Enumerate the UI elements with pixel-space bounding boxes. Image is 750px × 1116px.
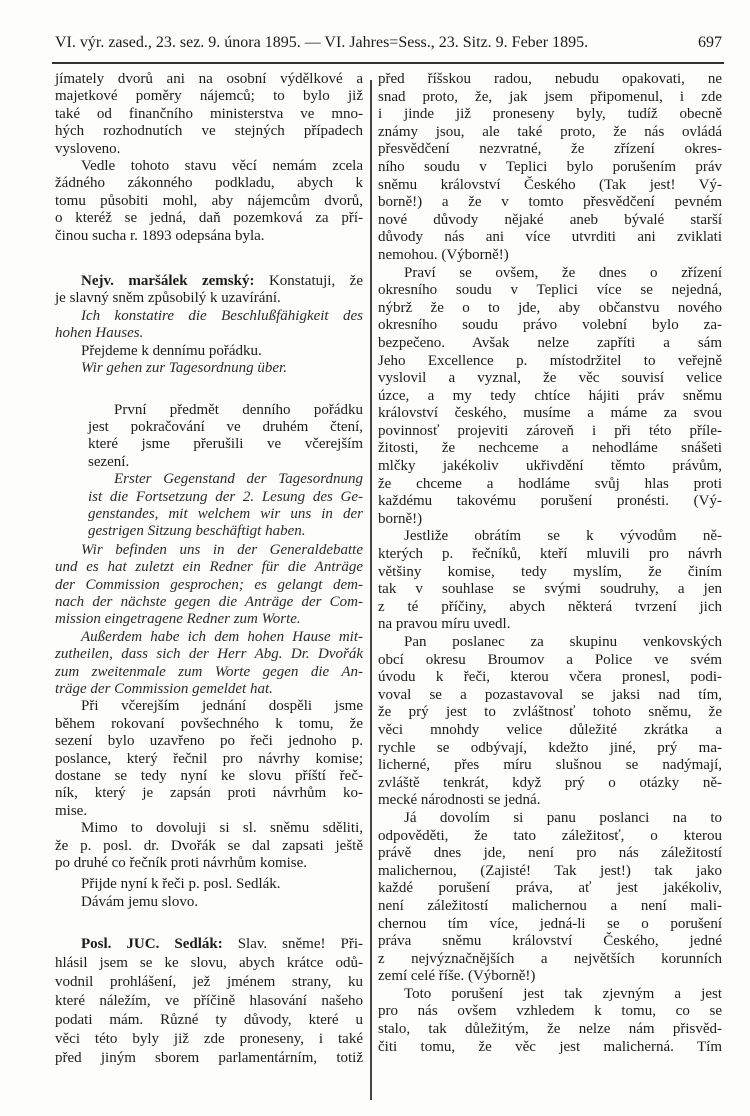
line-text: zum zweitenmale zum Worte gegen die An- [55,663,363,680]
text-line [378,546,722,564]
left-column [55,71,363,1068]
line-text: Vedle tohoto stavu věcí nemám zcela [81,158,363,175]
line-text: okresního soudu v Teplici více se nejedná, [378,282,722,299]
paragraph [378,634,722,810]
line-text: genstandes, mit welchem wir uns in der [88,505,363,522]
line-text: že prý jest to zvláštnosť tohoto sněmu, že [378,704,722,721]
line-text: Ich konstatire die Beschlußfähigkeit des [81,307,363,324]
text-line [378,634,722,652]
line-text: Wir befinden uns in der Generaldebatte [81,541,363,558]
text-line [55,629,363,646]
line-text: Já dovolím si panu poslanci na to [404,809,722,826]
line-text: právě dnes jde, není pro nás záležitostí [378,845,722,862]
text-block [378,71,722,1056]
line-text: známy jsou, ale také proto, že nás ovládá [378,123,722,140]
line-text: snad proto, že, jak jsem připomenul, i zde [378,88,722,105]
text-line [55,733,363,750]
text-block [55,876,363,911]
line-text: Praví se ovšem, že dnes o zřízení [404,264,722,281]
line-text: ist die Fortsetzung der 2. Lesung des Ge- [88,488,363,505]
line-text: hých rozhodnutích ve stejných případech [55,123,363,140]
line-text: zemí celé říše. (Výborně!) [378,968,536,985]
text-line [55,594,363,611]
line-text: zutheilen, dass sich der Herr Abg. Dr. Dvořák [55,646,363,663]
text-line [378,880,722,898]
text-line [378,106,722,124]
text-line [378,968,722,986]
text-line [378,792,722,810]
paragraph [55,629,363,699]
text-line [88,436,363,453]
line-text: träge der Commission gemeldet hat. [55,681,273,697]
text-line [55,577,363,594]
text-line [55,992,363,1011]
line-text: Slav. sněme! Při- [222,936,363,953]
line-text: čiti tomu, že věc jest malicherná. Tím [378,1038,722,1055]
text-line [55,935,363,954]
line-text: okresního soudu právo volební bylo za- [378,317,722,334]
line-text: úzce, a my tedy chtíce hájiti práv sněmu [378,387,722,404]
line-text: Konstatuji, že [254,273,363,290]
text-line [88,402,363,419]
line-text: hlásil jsem se ke slovu, abych krátce odů- [55,955,363,972]
text-line [378,528,722,546]
line-text: vyslovil a vyznal, že věc souvisí velice [378,370,722,387]
paragraph [378,528,722,634]
line-text: většiny komise, tedy myslím, že činím [378,563,722,580]
text-line [378,300,722,318]
paragraph [88,402,363,472]
line-text: malichernou, (Zajisté! Tak jest!) tak jako [378,862,722,879]
speaker-name: Posl. JUC. Sedlák: [81,936,223,953]
text-line [378,1003,722,1021]
text-block [88,402,363,541]
text-line [378,986,722,1004]
line-text: není záležitostí malichernou a není mali- [378,897,722,914]
line-text: království českého, musíme a máme za svou [378,405,722,422]
line-text: také od finančního ministerstva ve mno- [55,105,363,122]
line-text: Dávám jemu slovo. [81,893,199,910]
text-line [378,951,722,969]
text-line [378,845,722,863]
text-line [378,282,722,300]
text-line [55,954,363,973]
line-text: ník, který je zapsán proti návrhům ko- [55,785,363,802]
line-text: sezení bylo uzavřeno po řeči jednoho p. [55,733,363,750]
text-line [55,664,363,681]
text-line [378,212,722,230]
line-text: činou sucha r. 1893 odepsána byla. [55,227,265,244]
paragraph [55,273,363,308]
line-text: žitosti, že nechceme a nehodláme snášeti [378,440,722,457]
text-line [378,740,722,758]
line-text: během rokovaní povšechného k tomu, že [55,715,363,732]
line-text: povinnosť projeviti zároveň i při této příle- [378,422,722,439]
paragraph [55,935,363,1068]
text-line [55,343,363,360]
text-line [378,265,722,283]
text-line [378,353,722,371]
text-block [55,273,363,377]
text-line [55,290,363,307]
line-text: které jsme přerušili ve včerejším [88,436,363,453]
text-line [55,210,363,227]
line-text: nach der nächste gegen die Anträge der Com- [55,593,363,610]
text-line [55,973,363,992]
text-line [378,616,722,634]
line-text: zvláště tenkrát, když prý o otázky ně- [378,774,722,791]
text-line [55,559,363,576]
text-line [378,335,722,353]
paragraph [55,343,363,360]
text-line [55,360,363,377]
text-line [55,71,363,88]
line-text: sněmu království Českého (Tak jest! Vý- [378,176,722,193]
text-line [378,1039,722,1057]
text-line [378,476,722,494]
paragraph [55,158,363,245]
text-line [378,493,722,511]
line-text: rychle se odbývají, kdežto jiné, prý ma- [378,739,722,756]
line-text: odpověděti, že tato záležitosť, o kterou [378,827,722,844]
page-header [55,34,722,58]
text-line [55,325,363,342]
line-text: před říšskou radou, nebudu opakovati, ne [378,71,722,87]
line-text: pro nás ovšem vzhledem k tomu, co se [378,1003,722,1020]
line-text: z té příčiny, abych některá tvrzení jich [378,598,722,615]
text-line [88,523,363,540]
line-text: kterých p. řečníků, kteří mluvili pro návrh [378,546,722,563]
text-line [55,1049,363,1068]
text-line [55,193,363,210]
line-text: i jinde již proneseny byly, tudíž obecně [378,106,722,123]
line-text: každé porušení práva, ať jest jakékoliv, [378,880,722,897]
text-line [378,757,722,775]
line-text: před jiným sborem parlamentárním, totiž [55,1050,363,1067]
text-line [55,141,363,158]
text-line [88,489,363,506]
text-line [55,768,363,785]
text-line [55,838,363,855]
line-text: že chceme a hodláme svůj hlas proti [378,475,722,492]
text-line [378,933,722,951]
paragraph [55,820,363,872]
line-text: na pravou míru uvedl. [378,616,511,633]
line-text: přesvědčení nezvratné, že zřízení okres- [378,141,722,158]
text-line [378,229,722,247]
text-line [55,698,363,715]
line-text: důvody nás ani více utvrditi ani zviklati [378,229,722,246]
text-line [55,785,363,802]
text-line [378,916,722,934]
line-text: Přejdeme k dennímu pořádku. [81,342,262,359]
line-text: každému takovému porušení pronésti. (Vý- [378,493,722,510]
text-line [378,1021,722,1039]
line-text: nýbrž že o to jde, aby občanstvu nového [378,299,722,316]
text-line [55,88,363,105]
text-line [378,828,722,846]
line-text: jest pokračování ve druhém čtení, [88,418,363,435]
line-text: nemohou. (Výborně!) [378,246,509,263]
line-text: že p. posl. dr. Dvořák se dal zapsati ještě [55,837,363,854]
text-line [378,159,722,177]
line-text: hohen Hauses. [55,325,144,342]
line-text: borně!) [378,510,423,527]
line-text: tomu působiti mohl, aby nájemcům dvorů, [55,192,363,209]
text-line [378,458,722,476]
text-line [55,751,363,768]
paragraph [55,308,363,343]
text-block [55,935,363,1068]
line-text: gestrigen Sitzung beschäftigt haben. [88,523,306,540]
line-text: poslance, který řečnil pro návrhy komise; [55,750,363,767]
text-line [55,820,363,837]
line-text: licherné, přes míru slušnou se nadýmají, [378,757,722,774]
text-line [378,370,722,388]
text-line [378,511,722,529]
running-head: VI. výr. zased., 23. sez. 9. února 1895. — VI. Jahres=Sess., 23. Sitz. 9. Feber 1895. [55,34,589,51]
text-line [88,419,363,436]
text-line [378,440,722,458]
line-text: Toto porušení jest tak zjevným a jest [404,985,722,1002]
text-line [55,1011,363,1030]
line-text: mecké národnosti se jedná. [378,792,541,809]
line-text: Mimo to dovoluji si sl. sněmu sděliti, [81,820,363,837]
line-text: stalo, tak důležitým, že nelze nám přisvěd- [378,1021,722,1038]
line-text: Außerdem habe ich dem hohen Hause mit- [81,628,363,645]
line-text: voval se a pozastavoval se jaksi nad tím, [378,686,722,703]
text-line [378,722,722,740]
line-text: které náležím, ve příčině hlasování našeho [55,993,363,1010]
paragraph [378,986,722,1056]
speaker-name: Nejv. maršálek zemský: [81,273,255,290]
text-line [378,317,722,335]
text-line [378,704,722,722]
paragraph [55,894,363,911]
paragraph [88,471,363,541]
line-text: Pan poslanec za skupinu venkovských [404,634,722,650]
line-text: úvodu k řeči, kterou včera pronesl, podi- [378,669,722,686]
line-text: obcí okresu Broumov a Police ve svém [378,651,722,668]
text-line [378,177,722,195]
paragraph [55,360,363,377]
text-line [378,388,722,406]
line-text: der Commission gesprochen; es gelangt dem- [55,576,363,593]
line-text: věci mnohdy velice důležité zkrátka a [378,721,722,738]
line-text: Jeho Excellence p. místodržitel to veřejně [378,352,722,369]
text-line [378,124,722,142]
line-text: dostane se tedy nyní ke slovu příští řeč- [55,768,363,785]
paragraph [378,265,722,529]
text-line [55,894,363,911]
text-line [378,898,722,916]
text-line [88,506,363,523]
text-line [55,106,363,123]
paragraph [55,71,363,158]
line-text: Při včerejším jednání dospěli jsme [81,698,363,715]
text-line [378,194,722,212]
text-line [378,89,722,107]
text-line [88,471,363,488]
line-text: und es hat zuletzt ein Redner für die Anträge [55,559,363,576]
line-text: je slavný sněm způsobilý k uzavírání. [55,290,281,307]
text-line [55,611,363,628]
paragraph [55,876,363,893]
line-text: mission eingetragene Redner zum Worte. [55,611,301,628]
text-line [55,681,363,698]
text-line [378,863,722,881]
line-text: o kteréž se jedná, daň pozemková za pří- [55,210,363,227]
text-line [55,175,363,192]
line-text: po druhé co řečník proti návrhům komise. [55,855,308,872]
line-text: vodnil prohlášení, jež jménem strany, ku [55,974,363,991]
line-text: Wir gehen zur Tagesordnung über. [81,360,287,377]
text-line [378,810,722,828]
line-text: borně!) a že v tomto přesvědčení pevném [378,194,722,211]
paragraph [378,71,722,265]
text-line [378,652,722,670]
text-line [55,273,363,290]
text-line [55,876,363,893]
text-line [378,687,722,705]
line-text: jímately dvorů ani na osobní výdělkové a [55,71,363,87]
text-line [378,564,722,582]
line-text: sezení. [88,453,130,470]
text-line [378,599,722,617]
text-line [55,1030,363,1049]
line-text: mise. [55,802,88,819]
text-line [55,855,363,872]
header-rule [52,62,724,64]
line-text: žádného zákonného podkladu, abych k [55,175,363,192]
line-text: Erster Gegenstand der Tagesordnung [114,471,363,488]
line-text: tak v souhlase se svými soudruhy, a jen [378,581,722,598]
line-text: mlčky jakékoliv ukřivdění těmto právům, [378,458,722,475]
text-line [55,308,363,325]
line-text: práva sněmu království Českého, jedné [378,933,722,950]
text-line [378,141,722,159]
right-column [378,71,722,1056]
line-text: nové důvody nějaké aneb bývalé starší [378,211,722,228]
line-text: bezpečeno. Avšak nelze zapříti a sám [378,334,722,351]
paragraph [55,698,363,820]
line-text: z nejvýznačnějších a největších korunních [378,950,722,967]
line-text: majetkové poměry nájemců; to bylo již [55,88,363,105]
text-line [378,581,722,599]
text-line [55,158,363,175]
text-block [55,71,363,245]
paragraph [55,542,363,629]
text-line [378,71,722,89]
line-text: První předmět denního pořádku [114,401,363,418]
text-line [55,228,363,245]
text-line [55,803,363,820]
text-line [55,716,363,733]
line-text: vysloveno. [55,140,121,157]
page-number: 697 [698,34,722,51]
text-line [378,775,722,793]
text-line [378,247,722,265]
line-text: ního soudu v Teplici bylo porušením práv [378,158,722,175]
text-line [55,646,363,663]
text-line [378,423,722,441]
paragraph [378,810,722,986]
text-line [55,123,363,140]
line-text: podati mám. Různé ty důvody, které u [55,1012,363,1029]
text-line [378,405,722,423]
text-block [55,542,363,873]
text-line [88,454,363,471]
line-text: věci této byly již zde proneseny, i také [55,1031,363,1048]
line-text: Přijde nyní k řeči p. posl. Sedlák. [81,876,281,893]
text-line [55,542,363,559]
line-text: chernou tím více, jedná-li se o porušení [378,915,722,932]
line-text: Jestliže obrátím se k vývodům ně- [404,528,722,545]
column-divider [370,80,372,1100]
text-line [378,669,722,687]
